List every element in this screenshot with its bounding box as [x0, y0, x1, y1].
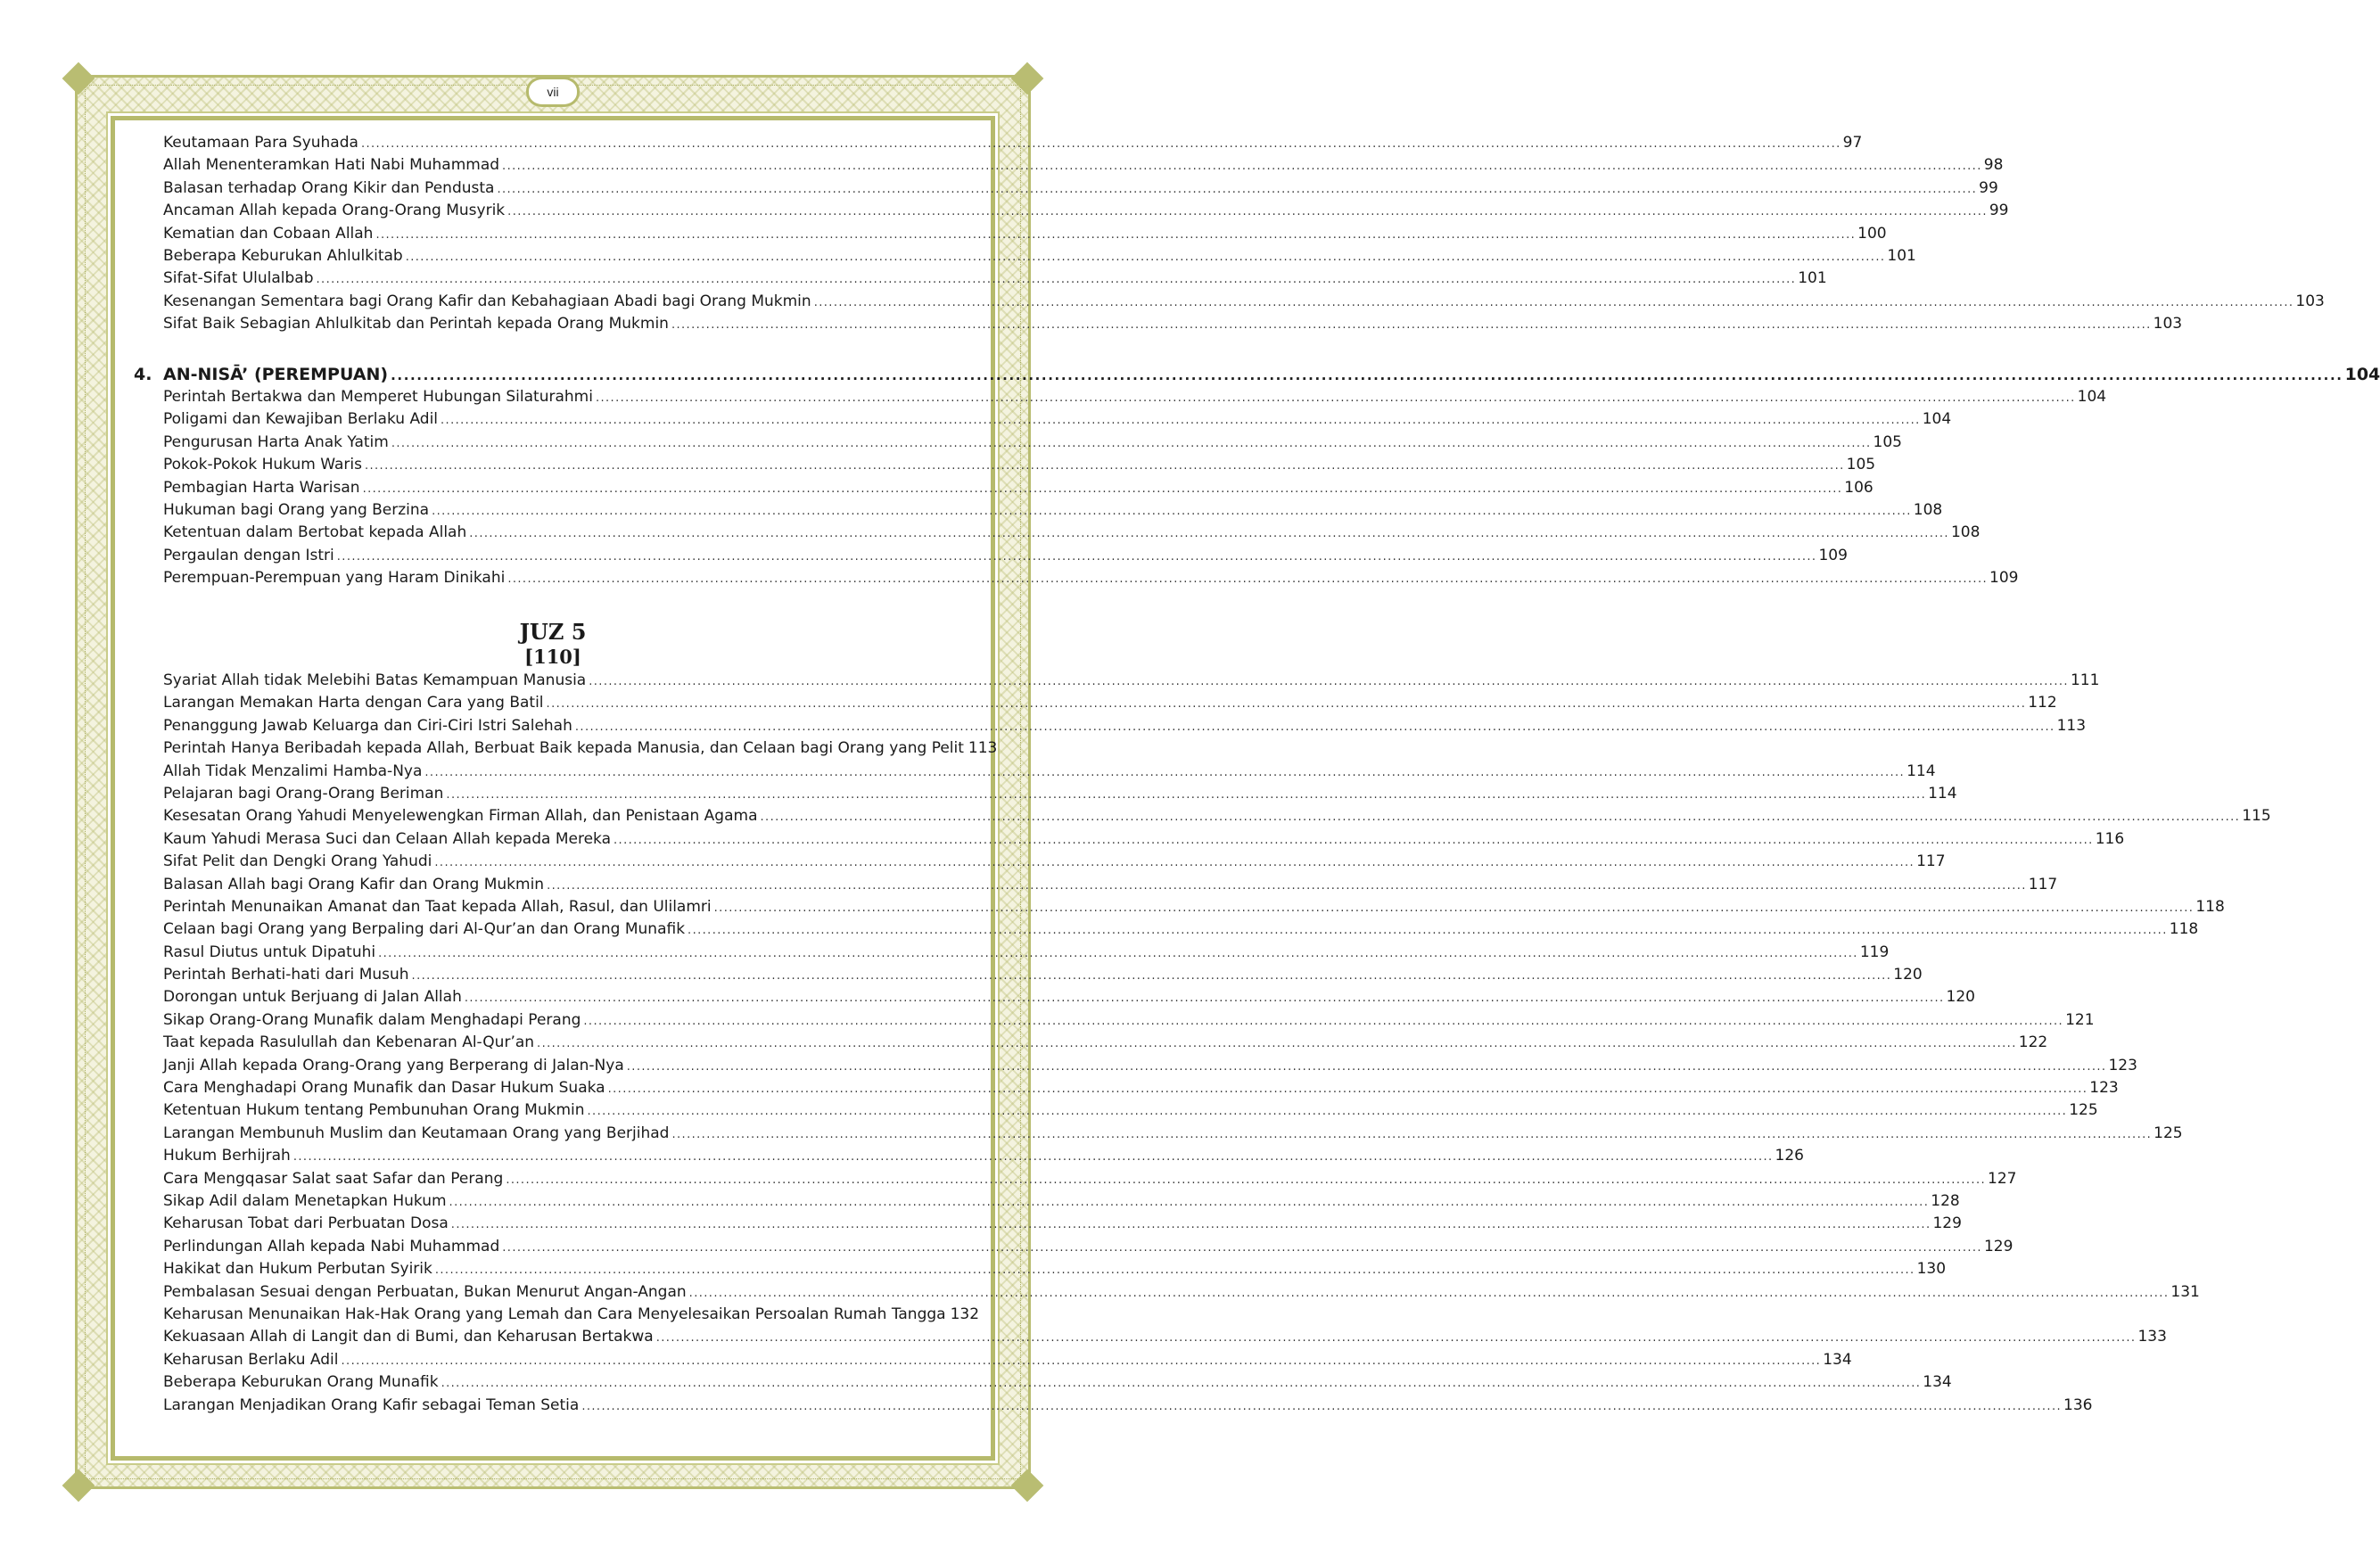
toc-entry-page: 122: [2018, 1033, 2048, 1052]
toc-entry-page: 123: [2089, 1079, 2119, 1098]
toc-entry-title: Cara Mengqasar Salat saat Safar dan Perang: [163, 1169, 504, 1188]
toc-entry-title: Hukum Berhijrah: [163, 1147, 291, 1165]
toc-entry[interactable]: [163, 1349, 1852, 1371]
toc-entry-page: 99: [1979, 178, 1998, 197]
dot-leader: ............................................................................................................................................................................................................................................................................................................: [671, 318, 2152, 333]
toc-entry-page: 134: [1923, 1373, 1952, 1392]
toc-entry[interactable]: [163, 761, 1936, 783]
toc-entry-title: Pembalasan Sesuai dengan Perbuatan, Bukan Menurut Angan-Angan: [163, 1282, 687, 1301]
toc-entry-title: Keharusan Berlaku Adil: [163, 1350, 339, 1369]
toc-entry-title: Pembagian Harta Warisan: [163, 478, 360, 497]
toc-entry-title: Larangan Membunuh Muslim dan Keutamaan Orang yang Berjihad: [163, 1124, 670, 1142]
toc-entry[interactable]: [163, 1123, 2183, 1145]
toc-entry[interactable]: [163, 1326, 2167, 1348]
toc-entry-title: Perintah Berhati-hati dari Musuh: [163, 966, 409, 984]
dot-leader: ............................................................................................................................................................................................................................................................................................................: [614, 833, 2094, 847]
toc-entry-page: 109: [1818, 546, 1848, 564]
toc-entry-title: Syariat Allah tidak Melebihi Batas Kemampuan Manusia: [163, 671, 587, 689]
toc-entry[interactable]: [163, 737, 998, 760]
toc-group-juz4: [163, 132, 2325, 336]
dot-leader: ............................................................................................................................................................................................................................................................................................................: [547, 878, 2027, 893]
toc-entry-page: 114: [1928, 784, 1957, 803]
toc-entry-title: Ketentuan dalam Bertobat kepada Allah: [163, 523, 467, 542]
dot-leader: ............................................................................................................................................................................................................................................................................................................: [441, 1377, 1922, 1391]
toc-entry-title: Perintah Bertakwa dan Memperet Hubungan Silaturahmi: [163, 388, 593, 406]
toc-entry[interactable]: [163, 499, 1943, 522]
toc-entry-title: Kaum Yahudi Merasa Suci dan Celaan Allah kepada Mereka: [163, 829, 611, 848]
toc-entry-page: 105: [1846, 456, 1876, 474]
toc-entry[interactable]: [163, 313, 2183, 335]
toc-entry-page: 121: [2065, 1010, 2095, 1029]
toc-entry-title: Kematian dan Cobaan Allah: [163, 224, 374, 243]
toc-entry-title: Rasul Diutus untuk Dipatuhi: [163, 943, 376, 961]
toc-entry-page: 131: [2170, 1282, 2200, 1301]
toc-entry[interactable]: [163, 1371, 1952, 1394]
toc-entry-title: Beberapa Keburukan Ahlulkitab: [163, 246, 403, 265]
toc-entry-title: Penanggung Jawab Keluarga dan Ciri-Ciri Istri Salehah: [163, 716, 572, 735]
toc-entry[interactable]: [163, 432, 1902, 454]
dot-leader: ............................................................................................................................................................................................................................................................................................................: [441, 414, 1921, 428]
toc-entry-page: 120: [1893, 966, 1923, 984]
toc-entry[interactable]: [163, 1281, 2200, 1304]
section-number: 4.: [134, 365, 152, 384]
dot-leader: ............................................................................................................................................................................................................................................................................................................: [449, 1195, 1930, 1209]
toc-entry[interactable]: [163, 1395, 2093, 1417]
toc-entry[interactable]: [163, 132, 1863, 154]
toc-entry[interactable]: [163, 1168, 2017, 1190]
dot-leader: ............................................................................................................................................................................................................................................................................................................: [341, 1354, 1822, 1368]
toc-entry-title: Keharusan Tobat dari Perbuatan Dosa: [163, 1214, 449, 1233]
toc-entry[interactable]: [163, 670, 2100, 692]
dot-leader: ............................................................................................................................................................................................................................................................................................................: [434, 1264, 1915, 1278]
dot-leader: ............................................................................................................................................................................................................................................................................................................: [364, 459, 1845, 473]
toc-entry-page: 106: [1844, 478, 1874, 497]
toc-entry-title: Perempuan-Perempuan yang Haram Dinikahi: [163, 569, 506, 588]
toc-entry-page: 100: [1857, 224, 1887, 243]
toc-entry-title: Pelajaran bagi Orang-Orang Beriman: [163, 784, 444, 803]
toc-entry[interactable]: [163, 200, 2009, 222]
dot-leader: ............................................................................................................................................................................................................................................................................................................: [688, 1286, 2170, 1300]
toc-entry-page: 126: [1775, 1147, 1804, 1165]
toc-entry-page: 104: [2077, 388, 2107, 406]
toc-entry[interactable]: [163, 964, 1923, 986]
dot-leader: ............................................................................................................................................................................................................................................................................................................: [375, 227, 1857, 242]
toc-entry[interactable]: [163, 986, 1975, 1008]
toc-entry-page: 117: [1916, 852, 1946, 871]
toc-entry[interactable]: [163, 942, 1890, 964]
toc-group-an-nisa: [163, 386, 2107, 590]
toc-entry-page: 105: [1873, 432, 1902, 451]
toc-entry[interactable]: [163, 1077, 2119, 1099]
juz-heading: JUZ 5: [519, 619, 587, 645]
toc-entry-title: Celaan bagi Orang yang Berpaling dari Al-Qur’an dan Orang Munafik: [163, 920, 686, 939]
toc-entry-page: 123: [2108, 1056, 2137, 1074]
toc-entry-page: 108: [1950, 523, 1981, 542]
toc-entry-page: 133: [2137, 1328, 2167, 1346]
dot-leader: ............................................................................................................................................................................................................................................................................................................: [432, 504, 1912, 518]
dot-leader: ............................................................................................................................................................................................................................................................................................................: [760, 811, 2241, 825]
dot-leader: ............................................................................................................................................................................................................................................................................................................: [813, 295, 2294, 309]
toc-entry-page: 116: [2095, 829, 2125, 848]
toc-entry-title: Kesenangan Sementara bagi Orang Kafir dan Kebahagiaan Abadi bagi Orang Mukmin: [163, 292, 811, 310]
toc-entry-title: Sifat Pelit dan Dengki Orang Yahudi: [163, 852, 432, 871]
page-number-badge: vii: [526, 77, 580, 107]
toc-entry-page: 101: [1798, 269, 1827, 288]
dot-leader: ............................................................................................................................................................................................................................................................................................................: [502, 160, 1982, 174]
toc-entry[interactable]: [163, 783, 1957, 805]
toc-entry-title: Larangan Menjadikan Orang Kafir sebagai Teman Setia: [163, 1395, 580, 1414]
toc-entry-page: 128: [1931, 1191, 1960, 1210]
toc-entry-title: Keharusan Menunaikan Hak-Hak Orang yang Lemah dan Cara Menyelesaikan Persoalan Rumah Tangga: [163, 1305, 946, 1323]
toc-entry-title: Sikap Orang-Orang Munafik dalam Menghadapi Perang: [163, 1010, 581, 1029]
toc-entry-page: 98: [1983, 156, 2004, 175]
dot-leader: ............................................................................................................................................................................................................................................................................................................: [546, 697, 2027, 712]
toc-entry-page: 127: [1988, 1169, 2017, 1188]
dot-leader: ............................................................................................................................................................................................................................................................................................................: [713, 901, 2195, 915]
dot-leader: ............................................................................................................................................................................................................................................................................................................: [581, 1399, 2063, 1413]
toc-entry[interactable]: [163, 268, 1827, 290]
toc-entry-title: Keutamaan Para Syuhada: [163, 134, 358, 152]
toc-entry-title: Allah Tidak Menzalimi Hamba-Nya: [163, 761, 423, 780]
dot-leader: ............................................................................................................................................................................................................................................................................................................: [336, 549, 1817, 564]
toc-entry-title: Ancaman Allah kepada Orang-Orang Musyrik: [163, 202, 506, 220]
toc-entry-title: Larangan Memakan Harta dengan Cara yang Batil: [163, 694, 544, 712]
toc-entry[interactable]: [163, 545, 1848, 567]
toc-entry[interactable]: [163, 874, 2058, 896]
dot-leader: ............................................................................................................................................................................................................................................................................................................: [626, 1059, 2107, 1074]
toc-entry-title: Kesesatan Orang Yahudi Menyelewengkan Firman Allah, dan Penistaan Agama: [163, 807, 758, 826]
toc-entry[interactable]: [163, 1190, 1960, 1213]
toc-entry[interactable]: [163, 154, 2004, 177]
dot-leader: ............................................................................................................................................................................................................................................................................................................: [583, 1014, 2064, 1028]
toc-entry-page: 113: [2056, 716, 2087, 735]
dot-leader: ............................................................................................................................................................................................................................................................................................................: [411, 969, 1892, 984]
toc-entry[interactable]: [163, 692, 2057, 714]
dot-leader: ............................................................................................................................................................................................................................................................................................................: [507, 205, 1988, 219]
toc-entry-title: Ketentuan Hukum tentang Pembunuhan Orang Mukmin: [163, 1101, 585, 1120]
toc-entry-page: 129: [1932, 1214, 1962, 1233]
toc-entry[interactable]: [163, 1145, 1804, 1167]
toc-entry-page: 120: [1946, 988, 1975, 1007]
toc-entry[interactable]: [163, 1055, 2137, 1077]
toc-entry-title: Sifat Baik Sebagian Ahlulkitab dan Perintah kepada Orang Mukmin: [163, 315, 669, 333]
toc-entry-title: Cara Menghadapi Orang Munafik dan Dasar Hukum Suaka: [163, 1079, 605, 1098]
toc-entry-title: Sikap Adil dalam Menetapkan Hukum: [163, 1191, 447, 1210]
toc-entry-page: 136: [2063, 1395, 2093, 1414]
toc-entry[interactable]: [163, 291, 2325, 313]
dot-leader: ............................................................................................................................................................................................................................................................................................................: [607, 1082, 2088, 1097]
dot-leader: ............................................................................................................................................................................................................................................................................................................: [589, 675, 2069, 688]
toc-entry-page: 109: [1989, 569, 2019, 588]
toc-entry-page: 125: [2154, 1124, 2183, 1142]
toc-entry-page: 103: [2153, 315, 2183, 333]
toc-entry-page: 118: [2195, 897, 2225, 916]
toc-entry[interactable]: [163, 1236, 2014, 1258]
toc-entry-title: Poligami dan Kewajiban Berlaku Adil: [163, 410, 439, 429]
toc-entry[interactable]: [163, 522, 1981, 544]
toc-entry-page: 99: [1989, 202, 2009, 220]
dot-leader: ............................................................................................................................................................................................................................................................................................................: [469, 527, 1949, 541]
toc-entry-page: 104: [1922, 410, 1952, 429]
toc-entry[interactable]: [163, 386, 2107, 408]
dot-leader: ............................................................................................................................................................................................................................................................................................................: [391, 367, 2343, 383]
toc-entry-title: Hukuman bagi Orang yang Berzina: [163, 500, 430, 519]
dot-leader: ............................................................................................................................................................................................................................................................................................................: [502, 1240, 1982, 1255]
section-page: 104: [2344, 365, 2380, 384]
toc-entry[interactable]: [163, 177, 1998, 200]
toc-entry-page: 134: [1823, 1350, 1852, 1369]
toc-entry-page: 132: [950, 1305, 980, 1323]
dot-leader: ............................................................................................................................................................................................................................................................................................................: [688, 924, 2168, 938]
toc-entry-page: 101: [1887, 246, 1916, 265]
toc-entry-title: Perintah Hanya Beribadah kepada Allah, Berbuat Baik kepada Manusia, dan Celaan bagi Orang yang Pelit: [163, 739, 964, 758]
toc-entry-page: 129: [1983, 1237, 2014, 1255]
toc-entry[interactable]: [163, 223, 1887, 245]
dot-leader: ............................................................................................................................................................................................................................................................................................................: [507, 572, 1989, 587]
toc-entry-page: 118: [2169, 920, 2199, 939]
toc-entry-page: 112: [2028, 694, 2057, 712]
toc-entry[interactable]: [163, 918, 2199, 941]
juz-page-number: [110]: [524, 646, 581, 668]
toc-entry-page: 103: [2295, 292, 2325, 310]
toc-entry-page: 117: [2028, 875, 2058, 893]
toc-entry-page: 125: [2069, 1101, 2098, 1120]
dot-leader: ............................................................................................................................................................................................................................................................................................................: [405, 250, 1886, 264]
dot-leader: ............................................................................................................................................................................................................................................................................................................: [292, 1150, 1774, 1165]
dot-leader: ............................................................................................................................................................................................................................................................................................................: [587, 1105, 2068, 1119]
toc-entry-title: Beberapa Keburukan Orang Munafik: [163, 1373, 439, 1392]
toc-entry[interactable]: [163, 477, 1874, 499]
toc-entry-title: Taat kepada Rasulullah dan Kebenaran Al-Qur’an: [163, 1033, 535, 1052]
toc-entry-page: 108: [1913, 500, 1943, 519]
dot-leader: ............................................................................................................................................................................................................................................................................................................: [595, 391, 2076, 405]
toc-entry[interactable]: [163, 851, 1946, 873]
toc-entry-title: Allah Menenteramkan Hati Nabi Muhammad: [163, 156, 500, 175]
toc-entry-title: Pokok-Pokok Hukum Waris: [163, 456, 362, 474]
dot-leader: ............................................................................................................................................................................................................................................................................................................: [464, 992, 1945, 1006]
dot-leader: ............................................................................................................................................................................................................................................................................................................: [537, 1037, 2017, 1051]
toc-entry-title: Pergaulan dengan Istri: [163, 546, 334, 564]
toc-entry-page: 113: [968, 739, 998, 758]
toc-entry-title: Hakikat dan Hukum Perbutan Syirik: [163, 1260, 432, 1279]
toc-entry[interactable]: [163, 828, 2125, 851]
toc-entry[interactable]: [163, 1213, 1962, 1235]
toc-entry[interactable]: [163, 245, 1916, 268]
toc-entry[interactable]: [163, 454, 1876, 476]
dot-leader: ............................................................................................................................................................................................................................................................................................................: [424, 765, 1906, 779]
dot-leader: ............................................................................................................................................................................................................................................................................................................: [450, 1218, 1931, 1232]
dot-leader: ............................................................................................................................................................................................................................................................................................................: [360, 137, 1841, 151]
toc-entry-title: Sifat-Sifat Ululalbab: [163, 269, 314, 288]
dot-leader: ............................................................................................................................................................................................................................................................................................................: [378, 946, 1858, 960]
toc-entry-page: 114: [1906, 761, 1936, 780]
toc-entry-title: Balasan Allah bagi Orang Kafir dan Orang Mukmin: [163, 875, 545, 893]
section-heading-an-nisa[interactable]: [134, 362, 2380, 387]
toc-entry-title: Kekuasaan Allah di Langit dan di Bumi, dan Keharusan Bertakwa: [163, 1328, 654, 1346]
toc-entry[interactable]: [163, 896, 2225, 918]
toc-entry[interactable]: [163, 1032, 2048, 1054]
toc-entry-page: 97: [1842, 134, 1863, 152]
toc-entry[interactable]: [163, 1099, 2098, 1122]
section-title: AN-NISĀ’ (PEREMPUAN): [163, 365, 389, 384]
toc-entry-page: 115: [2242, 807, 2271, 826]
toc-entry[interactable]: [163, 805, 2271, 827]
toc-entry-title: Balasan terhadap Orang Kikir dan Pendusta: [163, 178, 495, 197]
dot-leader: ............................................................................................................................................................................................................................................................................................................: [362, 482, 1843, 496]
dot-leader: ............................................................................................................................................................................................................................................................................................................: [574, 720, 2055, 734]
dot-leader: ............................................................................................................................................................................................................................................................................................................: [434, 856, 1915, 870]
toc-entry-title: Perlindungan Allah kepada Nabi Muhammad: [163, 1237, 500, 1255]
toc-entry-title: Pengurusan Harta Anak Yatim: [163, 432, 389, 451]
toc-entry-page: 130: [1916, 1260, 1947, 1279]
dot-leader: ............................................................................................................................................................................................................................................................................................................: [391, 436, 1872, 450]
toc-entry-title: Janji Allah kepada Orang-Orang yang Berperang di Jalan-Nya: [163, 1056, 624, 1074]
dot-leader: ............................................................................................................................................................................................................................................................................................................: [671, 1127, 2153, 1141]
toc-entry-page: 119: [1859, 943, 1890, 961]
dot-leader: ............................................................................................................................................................................................................................................................................................................: [316, 273, 1797, 287]
dot-leader: ............................................................................................................................................................................................................................................................................................................: [497, 182, 1978, 196]
dot-leader: ............................................................................................................................................................................................................................................................................................................: [655, 1331, 2137, 1346]
toc-entry-page: 111: [2070, 671, 2100, 689]
toc-entry[interactable]: [163, 408, 1952, 431]
toc-entry-title: Dorongan untuk Berjuang di Jalan Allah: [163, 988, 462, 1007]
dot-leader: ............................................................................................................................................................................................................................................................................................................: [446, 787, 1927, 802]
toc-entry-title: Perintah Menunaikan Amanat dan Taat kepada Allah, Rasul, dan Ulilamri: [163, 897, 712, 916]
toc-entry[interactable]: [163, 715, 2087, 737]
dot-leader: ............................................................................................................................................................................................................................................................................................................: [506, 1173, 1987, 1187]
toc-entry[interactable]: [163, 1258, 1947, 1280]
toc-entry[interactable]: [163, 567, 2019, 589]
toc-entry[interactable]: [163, 1304, 980, 1326]
toc-group-juz5: [163, 670, 2271, 1417]
toc-entry[interactable]: [163, 1009, 2095, 1032]
